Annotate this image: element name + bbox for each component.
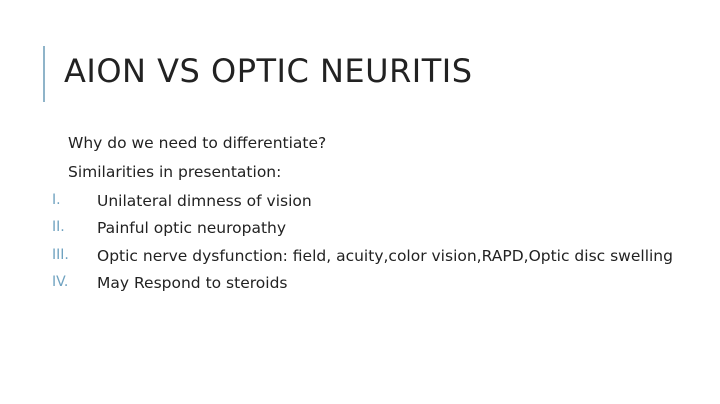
intro-line: Similarities in presentation: [68,163,282,182]
list-item [52,273,688,293]
list-item-text: May Respond to steroids [97,273,288,292]
intro-line: Why do we need to differentiate? [68,134,327,152]
slide-body [52,133,688,300]
list-marker: III. [52,246,69,263]
list-marker: II. [52,219,65,236]
list-marker: IV. [52,273,69,290]
list-item-text: Unilateral dimness of vision [97,192,312,211]
title-accent-bar [43,46,45,102]
similarities-list [52,191,688,293]
list-item [52,191,688,211]
list-item [52,246,688,266]
list-marker: I. [52,192,61,209]
list-item-text: Optic nerve dysfunction: field, acuity,color vision,RAPD,Optic disc swelling [97,246,673,265]
list-item [52,218,688,238]
slide-title: AION VS OPTIC NEURITIS [64,52,473,90]
list-item-text: Painful optic neuropathy [97,219,287,238]
